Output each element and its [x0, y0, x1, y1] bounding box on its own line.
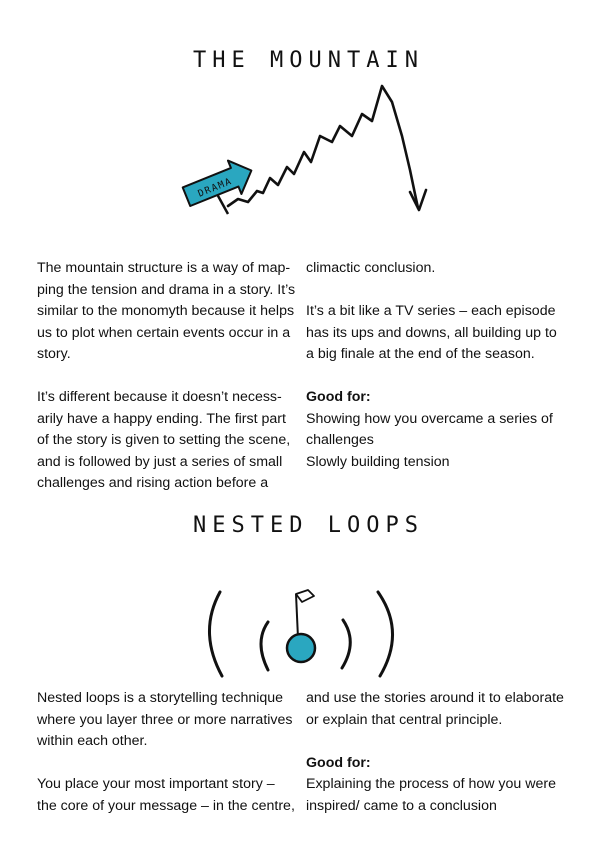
text-line: ping the tension and drama in a story. It’s	[37, 281, 296, 298]
text-line: and is followed by just a series of small	[37, 453, 283, 470]
nested-right-column	[306, 688, 568, 817]
paragraph-gap	[306, 280, 568, 302]
text-line: has its ups and downs, all building up to	[306, 324, 557, 341]
text-line: It’s a bit like a TV series – each episode	[306, 303, 556, 319]
text-line: a big finale at the end of the season.	[306, 346, 535, 362]
text-line: and use the stories around it to elaborate	[306, 690, 564, 706]
nested-left-column	[37, 688, 299, 817]
text-line: challenges	[306, 432, 374, 448]
signpost-pole	[217, 194, 228, 214]
text-line: similar to the monomyth because it helps	[37, 303, 295, 319]
paragraph-gap	[306, 731, 568, 753]
mountain-title: THE MOUNTAIN	[193, 48, 424, 73]
text-line: The mountain structure is a way of map-	[37, 260, 291, 276]
flag-pole	[296, 594, 298, 638]
arrow-head-icon	[410, 190, 426, 210]
text-line: of the story is given to setting the scene,	[37, 432, 291, 448]
text-line: or explain that central principle.	[306, 711, 503, 728]
outer-left-paren	[209, 592, 222, 676]
inner-left-paren	[261, 622, 268, 670]
mountain-left-column	[37, 258, 299, 495]
mountain-right-column	[306, 258, 568, 473]
text-line: arily have a happy ending. The first part	[37, 410, 286, 427]
text-line: It’s different because it doesn’t necess-	[37, 389, 282, 405]
outer-right-paren	[378, 592, 393, 676]
text-line: within each other.	[37, 733, 148, 749]
mountain-illustration	[170, 78, 440, 226]
text-line: Good for:	[306, 389, 371, 405]
paragraph-gap	[306, 366, 568, 388]
text-line: climactic conclusion.	[306, 260, 436, 276]
inner-right-paren	[342, 620, 350, 668]
text-line: Explaining the process of how you were	[306, 776, 556, 792]
text-line: Showing how you overcame a series of	[306, 410, 553, 427]
tension-line	[228, 86, 418, 208]
text-line: the core of your message – in the centre,	[37, 797, 295, 814]
nested-loops-illustration	[200, 580, 410, 680]
core-circle	[287, 634, 315, 662]
text-line: inspired/ came to a conclusion	[306, 797, 497, 814]
nested-loops-title: NESTED LOOPS	[193, 513, 424, 538]
text-line: challenges and rising action before a	[37, 475, 269, 491]
text-line: us to plot when certain events occur in a	[37, 324, 291, 341]
sign-label: DRAMA	[196, 175, 235, 200]
paragraph-gap	[37, 753, 299, 775]
text-line: You place your most important story –	[37, 776, 275, 792]
text-line: story.	[37, 346, 71, 362]
text-line: where you layer three or more narratives	[37, 711, 293, 728]
text-line: Good for:	[306, 754, 371, 771]
paragraph-gap	[37, 366, 299, 388]
text-line: Slowly building tension	[306, 453, 450, 470]
drama-sign	[180, 154, 258, 214]
flag-icon	[296, 590, 314, 602]
text-line: Nested loops is a storytelling technique	[37, 690, 284, 706]
